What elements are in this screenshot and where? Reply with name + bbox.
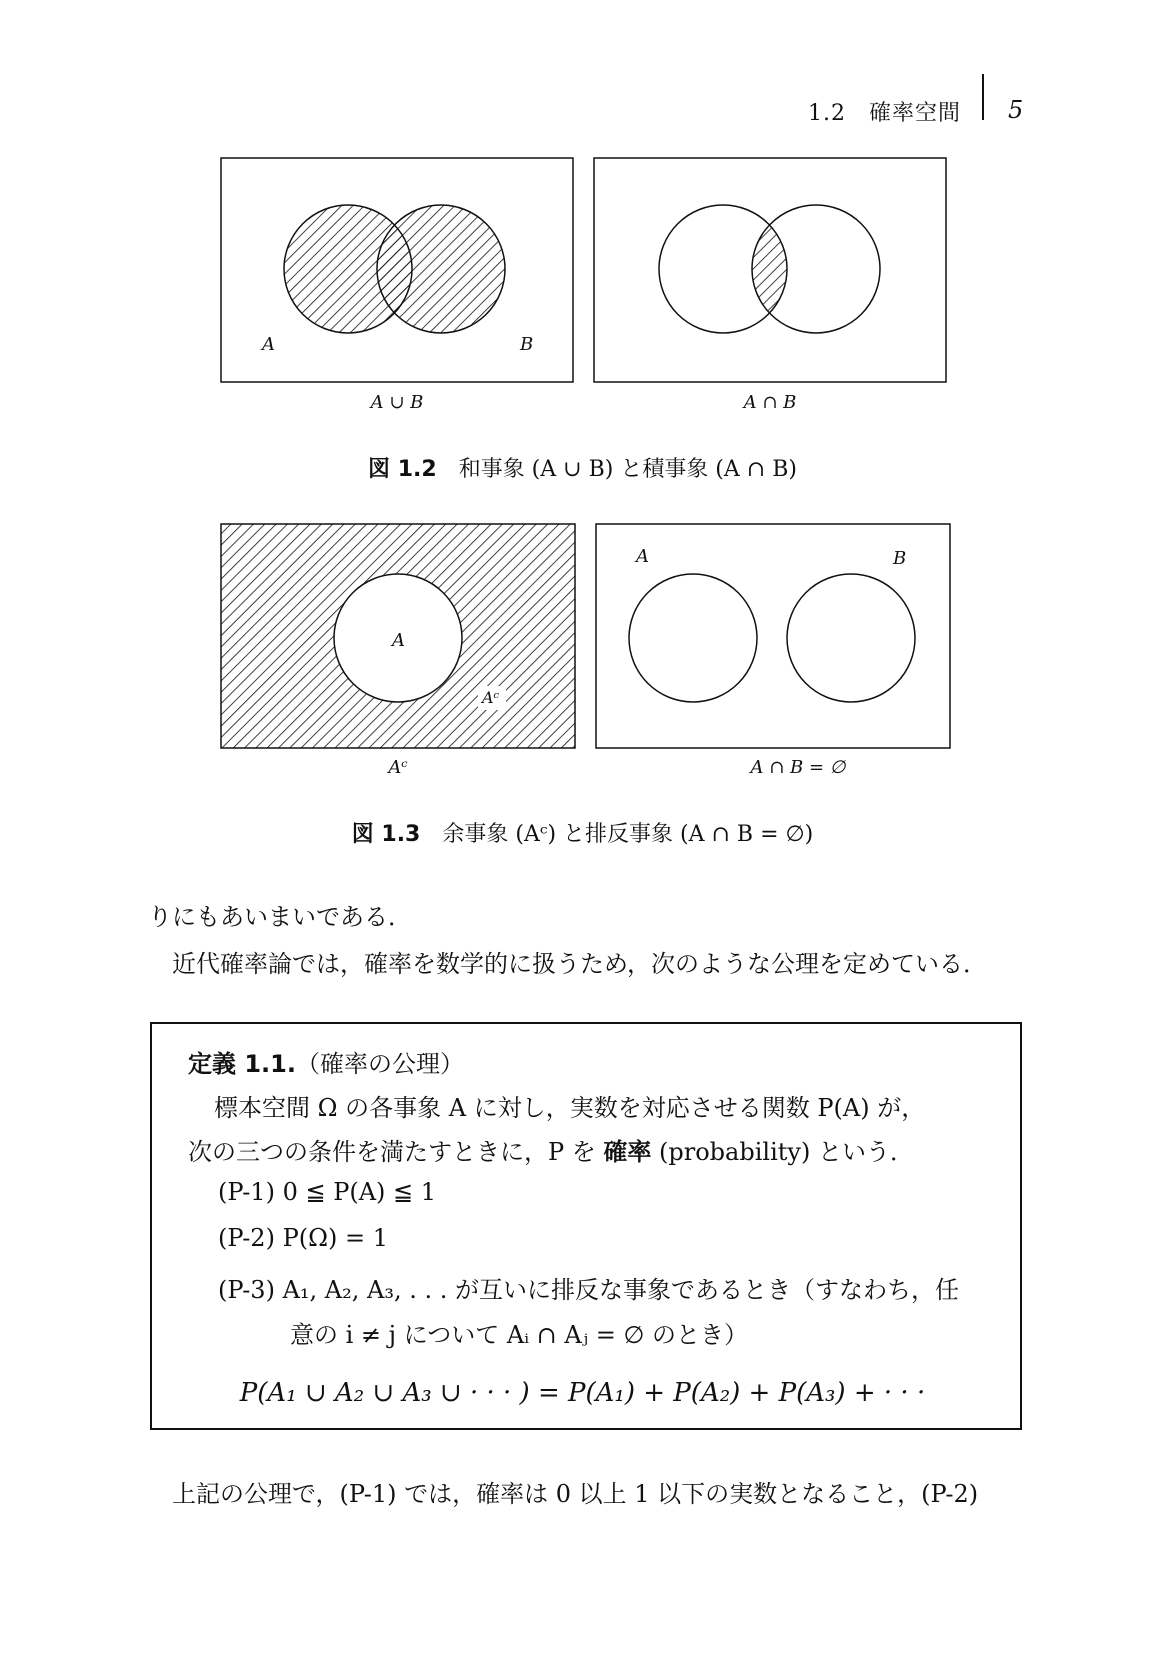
- figure-number: 図 1.3: [351, 822, 421, 847]
- figure-1-3-caption: [0, 817, 1165, 848]
- disjoint-sublabel: A ∩ B = ∅: [750, 757, 846, 778]
- union-sublabel: A ∪ B: [370, 392, 424, 413]
- complement-label: Aᶜ: [482, 688, 500, 707]
- set-a-label: A: [262, 334, 275, 355]
- set-a-label: A: [392, 630, 405, 651]
- definition-line-2-pre: 次の三つの条件を満たすときに，P を: [188, 1138, 604, 1166]
- axiom-p3-line-1: (P-3) A₁, A₂, A₃, . . . が互いに排反な事象であるとき（すなわち，任: [218, 1276, 959, 1304]
- figure-1-2-caption: [0, 452, 1165, 483]
- axiom-p3-line-2: 意の i ≠ j について Aᵢ ∩ Aⱼ = ∅ のとき）: [290, 1321, 748, 1349]
- running-header-section: 1.2 確率空間: [808, 101, 961, 126]
- page-number: 5: [1008, 96, 1024, 124]
- set-b-label: B: [893, 548, 907, 569]
- definition-line-2-post: (probability) という．: [651, 1138, 914, 1166]
- body-line-3: 上記の公理で，(P-1) では，確率は 0 以上 1 以下の実数となること，(P-2): [172, 1480, 979, 1508]
- definition-line-2: [188, 1132, 914, 1167]
- definition-line-1: 標本空間 Ω の各事象 A に対し，実数を対応させる関数 P(A) が，: [214, 1094, 926, 1122]
- body-line-2: 近代確率論では，確率を数学的に扱うため，次のような公理を定めている．: [172, 950, 988, 978]
- complement-sublabel: Aᶜ: [388, 757, 408, 778]
- figure-number: 図 1.2: [368, 457, 437, 482]
- figure-caption-text: 和事象 (A ∪ B) と積事象 (A ∩ B): [458, 457, 797, 482]
- additivity-formula: P(A₁ ∪ A₂ ∪ A₃ ∪ · · · ) = P(A₁) + P(A₂) + P(A₃) + · · ·: [239, 1378, 926, 1408]
- set-b-circle: [377, 205, 505, 333]
- definition-title: [188, 1044, 464, 1079]
- axiom-p1: (P-1) 0 ≦ P(A) ≦ 1: [218, 1178, 437, 1206]
- body-line-1: りにもあいまいである．: [148, 903, 412, 931]
- definition-name: （確率の公理）: [296, 1050, 464, 1078]
- definition-number: 定義 1.1.: [188, 1050, 296, 1078]
- axiom-p2: (P-2) P(Ω) = 1: [218, 1224, 388, 1252]
- header-divider: [982, 74, 984, 120]
- intersection-sublabel: A ∩ B: [743, 392, 797, 413]
- set-b-label: B: [520, 334, 534, 355]
- figure-caption-text: 余事象 (Aᶜ) と排反事象 (A ∩ B = ∅): [442, 822, 814, 847]
- term-probability: 確率: [603, 1137, 652, 1166]
- venn-intersection-diagram: [593, 157, 947, 383]
- set-a-label: A: [636, 546, 649, 567]
